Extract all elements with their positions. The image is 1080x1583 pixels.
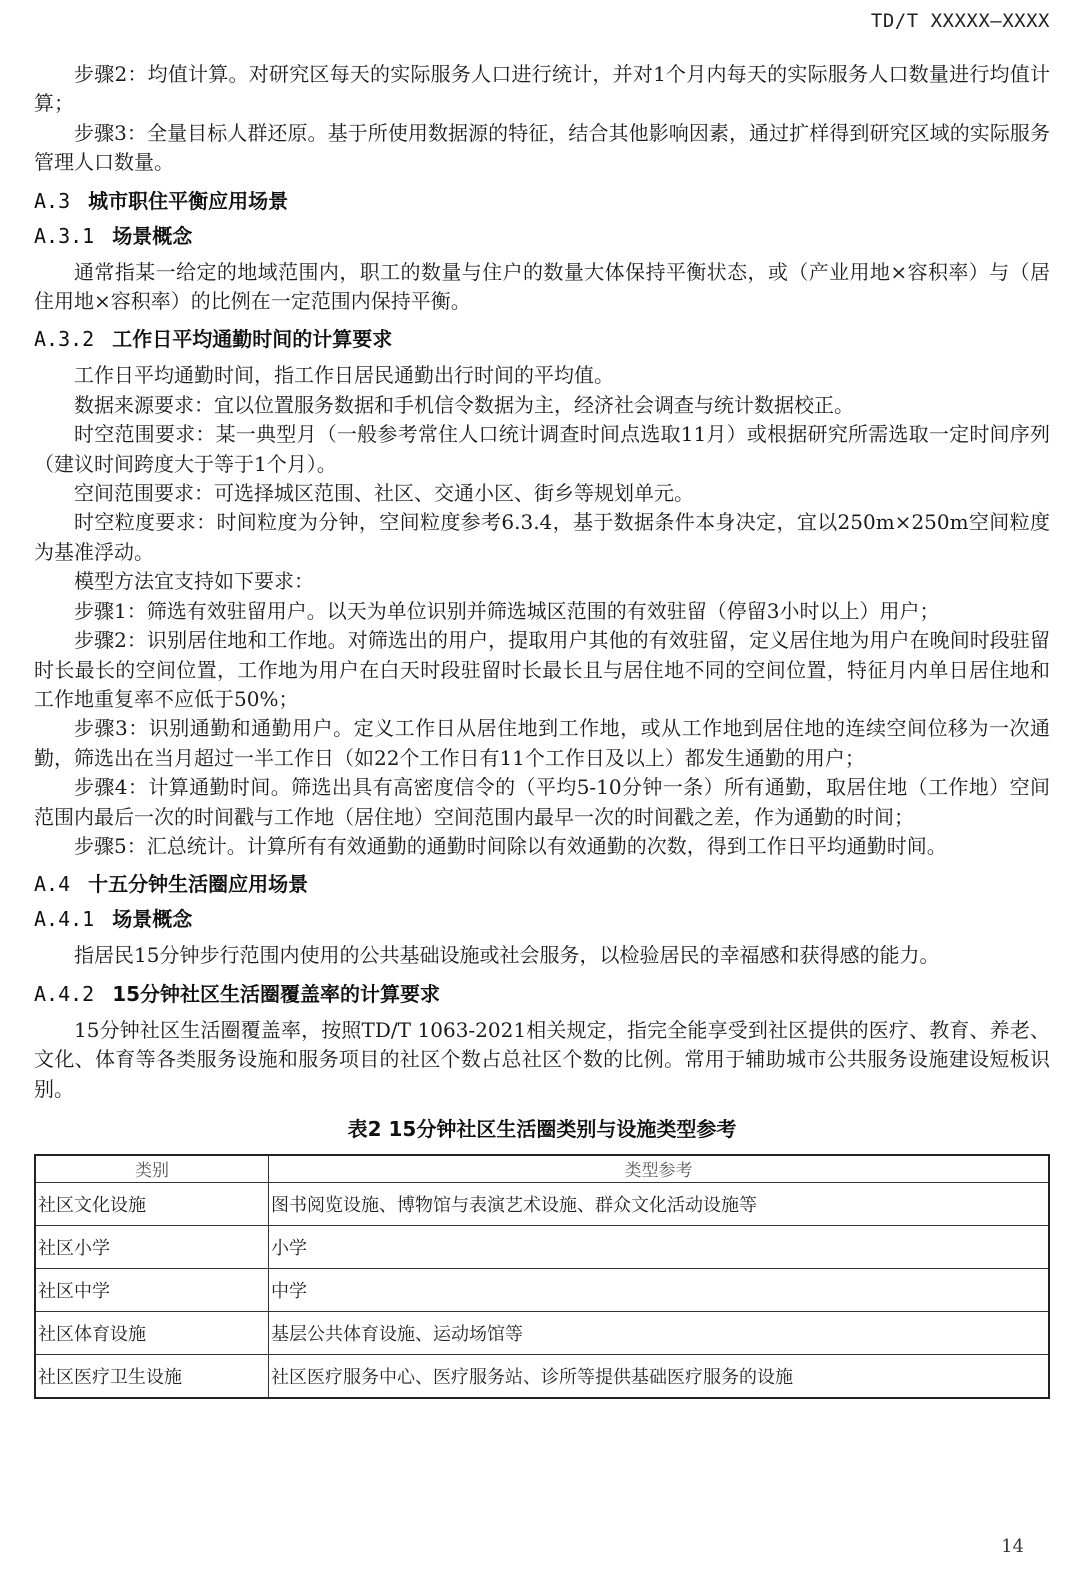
paragraph: 时空范围要求：某一典型月（一般参考常住人口统计调查时间点选取11月）或根据研究所需选取一定时间序列（建议时间跨度大于等于1个月）。 (34, 422, 1050, 476)
subsection-heading (34, 982, 1050, 1006)
document-code: TD/T XXXXX—XXXX (870, 10, 1050, 32)
table-row (35, 1311, 1049, 1354)
table-cell-type: 图书阅览设施、博物馆与表演艺术设施、群众文化活动设施等 (269, 1182, 1050, 1225)
paragraph: 步骤1：筛选有效驻留用户。以天为单位识别并筛选城区范围的有效驻留（停留3小时以上）用户； (74, 598, 940, 623)
table-row (35, 1225, 1049, 1268)
table-cell-type: 中学 (269, 1268, 1050, 1311)
subsection-title: 场景概念 (112, 907, 193, 932)
paragraph: 工作日平均通勤时间，指工作日居民通勤出行时间的平均值。 (74, 363, 614, 388)
paragraph: 步骤5：汇总统计。计算所有有效通勤的通勤时间除以有效通勤的次数，得到工作日平均通勤时间。 (74, 833, 947, 858)
subsection-title: 场景概念 (112, 223, 193, 248)
subsection-heading (34, 327, 1050, 351)
table-cell-category: 社区体育设施 (35, 1311, 269, 1354)
table-caption: 表2 15分钟社区生活圈类别与设施类型参考 (347, 1116, 737, 1141)
subsection-number: A.3.1 (34, 223, 95, 248)
paragraph: 15分钟社区生活圈覆盖率，按照TD/T 1063-2021相关规定，指完全能享受到社区提供的医疗、教育、养老、文化、体育等各类服务设施和服务项目的社区个数占总社区个数的比例。常用于辅助城市公共服务设施建设短板识别。 (34, 1017, 1050, 1101)
section-number: A.3 (34, 188, 71, 213)
paragraph: 时空粒度要求：时间粒度为分钟，空间粒度参考6.3.4，基于数据条件本身决定，宜以250m×250m空间粒度为基准浮动。 (34, 510, 1050, 564)
table-cell-type: 基层公共体育设施、运动场馆等 (269, 1311, 1050, 1354)
subsection-heading (34, 907, 1050, 931)
table-cell-type: 小学 (269, 1225, 1050, 1268)
paragraph: 步骤2：识别居住地和工作地。对筛选出的用户，提取用户其他的有效驻留，定义居住地为用户在晚间时段驻留时长最长的空间位置，工作地为用户在白天时段驻留时长最长且与居住地不同的空间位置，特征月内单日居住地和工作地重复率不应低于50%； (34, 628, 1050, 711)
table-row (35, 1268, 1049, 1311)
section-title: 十五分钟生活圈应用场景 (88, 872, 309, 897)
subsection-number: A.4.1 (34, 907, 95, 932)
table-cell-type: 社区医疗服务中心、医疗服务站、诊所等提供基础医疗服务的设施 (269, 1354, 1050, 1398)
paragraph: 步骤3：识别通勤和通勤用户。定义工作日从居住地到工作地，或从工作地到居住地的连续空间位移为一次通勤，筛选出在当月超过一半工作日（如22个工作日有11个工作日及以上）都发生通勤的用户； (34, 716, 1050, 770)
section-heading (34, 189, 1050, 213)
subsection-title: 15分钟社区生活圈覆盖率的计算要求 (112, 981, 441, 1006)
subsection-number: A.4.2 (34, 981, 95, 1006)
paragraph: 通常指某一给定的地域范围内，职工的数量与住户的数量大体保持平衡状态，或（产业用地×容积率）与（居住用地×容积率）的比例在一定范围内保持平衡。 (34, 259, 1050, 314)
column-header-category: 类别 (35, 1155, 269, 1183)
table-header-row (35, 1155, 1049, 1183)
paragraph: 步骤4：计算通勤时间。筛选出具有高密度信令的（平均5-10分钟一条）所有通勤，取居住地（工作地）空间范围内最后一次的时间戳与工作地（居住地）空间范围内最早一次的时间戳之差，作为通勤的时间； (34, 775, 1050, 829)
facility-type-table (34, 1154, 1050, 1399)
table-cell-category: 社区医疗卫生设施 (35, 1354, 269, 1398)
section-heading (34, 872, 1050, 896)
paragraph: 空间范围要求：可选择城区范围、社区、交通小区、街乡等规划单元。 (74, 481, 694, 506)
subsection-number: A.3.2 (34, 327, 95, 352)
paragraph: 指居民15分钟步行范围内使用的公共基础设施或社会服务，以检验居民的幸福感和获得感的能力。 (74, 943, 940, 968)
table-row (35, 1354, 1049, 1398)
table-cell-category: 社区小学 (35, 1225, 269, 1268)
column-header-type-reference: 类型参考 (269, 1155, 1050, 1183)
subsection-title: 工作日平均通勤时间的计算要求 (112, 327, 393, 352)
table-row (35, 1182, 1049, 1225)
page-number: 14 (1001, 1536, 1024, 1557)
paragraph: 模型方法宜支持如下要求： (74, 569, 314, 594)
paragraph: 步骤3：全量目标人群还原。基于所使用数据源的特征，结合其他影响因素，通过扩样得到研究区域的实际服务管理人口数量。 (34, 120, 1050, 175)
table-cell-category: 社区中学 (35, 1268, 269, 1311)
document-body (34, 60, 1050, 1399)
section-title: 城市职住平衡应用场景 (88, 188, 289, 213)
paragraph: 步骤2：均值计算。对研究区每天的实际服务人口进行统计，并对1个月内每天的实际服务人口数量进行均值计算； (34, 62, 1050, 116)
paragraph: 数据来源要求：宜以位置服务数据和手机信令数据为主，经济社会调查与统计数据校正。 (74, 392, 854, 417)
subsection-heading (34, 224, 1050, 248)
table-cell-category: 社区文化设施 (35, 1182, 269, 1225)
section-number: A.4 (34, 872, 71, 897)
